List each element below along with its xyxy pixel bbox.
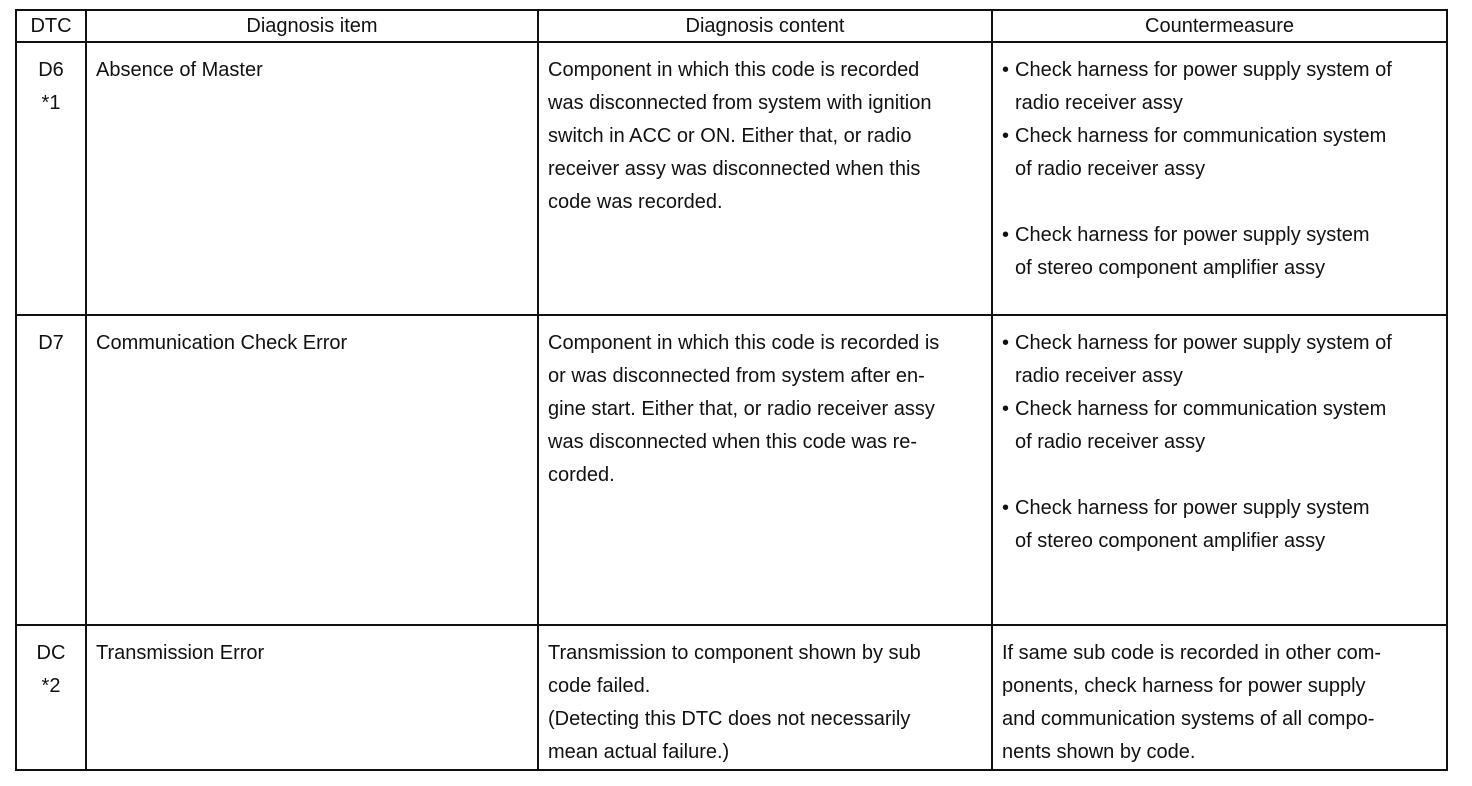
dtc-code-cell bbox=[16, 315, 86, 625]
dtc-table bbox=[15, 9, 1448, 771]
countermeasure-line: of radio receiver assy bbox=[1015, 431, 1206, 453]
countermeasure-bullet bbox=[1002, 120, 1438, 186]
content-line: was disconnected when this code was re- bbox=[548, 431, 918, 453]
spacer bbox=[1002, 186, 1438, 219]
diagnosis-item: Transmission Error bbox=[96, 642, 265, 664]
header-countermeasure: Countermeasure bbox=[992, 10, 1447, 42]
content-line: code was recorded. bbox=[548, 191, 723, 213]
countermeasure-line: radio receiver assy bbox=[1015, 92, 1183, 114]
header-diagnosis-item: Diagnosis item bbox=[86, 10, 538, 42]
diagnosis-content-cell bbox=[538, 625, 992, 770]
header-row bbox=[16, 10, 1447, 42]
diagnosis-item-cell bbox=[86, 625, 538, 770]
content-line: Component in which this code is recorded bbox=[548, 59, 920, 81]
countermeasure-bullet bbox=[1002, 54, 1438, 120]
diagnosis-item-cell bbox=[86, 315, 538, 625]
table-row bbox=[16, 625, 1447, 770]
countermeasure-line: If same sub code is recorded in other com- bbox=[1002, 642, 1382, 664]
dtc-code-cell bbox=[16, 42, 86, 315]
countermeasure-bullet bbox=[1002, 327, 1438, 393]
content-line: code failed. bbox=[548, 675, 651, 697]
countermeasure-line: nents shown by code. bbox=[1002, 741, 1196, 763]
header-dtc: DTC bbox=[16, 10, 86, 42]
content-line: Transmission to component shown by sub bbox=[548, 642, 921, 664]
content-line: mean actual failure.) bbox=[548, 741, 730, 763]
countermeasure-line: • Check harness for communication system bbox=[1015, 125, 1387, 147]
dtc-code-cell bbox=[16, 625, 86, 770]
dtc-code: D7 bbox=[38, 332, 64, 354]
content-line: was disconnected from system with ignition bbox=[548, 92, 932, 114]
countermeasure-line: of radio receiver assy bbox=[1015, 158, 1206, 180]
countermeasure-line: of stereo component amplifier assy bbox=[1015, 530, 1326, 552]
countermeasure-line: • Check harness for power supply system bbox=[1015, 224, 1370, 246]
content-line: or was disconnected from system after en- bbox=[548, 365, 925, 387]
content-line: switch in ACC or ON. Either that, or radio bbox=[548, 125, 912, 147]
content-line: corded. bbox=[548, 464, 615, 486]
countermeasure-cell bbox=[992, 625, 1447, 770]
countermeasure-bullet bbox=[1002, 219, 1438, 285]
diagnosis-content-cell bbox=[538, 315, 992, 625]
dtc-footnote-mark: *1 bbox=[41, 92, 61, 114]
spacer bbox=[1002, 459, 1438, 492]
countermeasure-line: • Check harness for power supply system of bbox=[1015, 59, 1392, 81]
countermeasure-line: • Check harness for power supply system of bbox=[1015, 332, 1392, 354]
countermeasure-line: ponents, check harness for power supply bbox=[1002, 675, 1366, 697]
content-line: (Detecting this DTC does not necessarily bbox=[548, 708, 911, 730]
content-line: receiver assy was disconnected when this bbox=[548, 158, 921, 180]
table-row bbox=[16, 315, 1447, 625]
countermeasure-line: • Check harness for power supply system bbox=[1015, 497, 1370, 519]
table-row bbox=[16, 42, 1447, 315]
header-diagnosis-content: Diagnosis content bbox=[538, 10, 992, 42]
diagnosis-item-cell bbox=[86, 42, 538, 315]
countermeasure-bullet bbox=[1002, 393, 1438, 459]
dtc-code: DC bbox=[36, 642, 66, 664]
dtc-footnote-mark: *2 bbox=[41, 675, 61, 697]
content-line: gine start. Either that, or radio receiver assy bbox=[548, 398, 935, 420]
diagnosis-item: Absence of Master bbox=[96, 59, 263, 81]
countermeasure-cell bbox=[992, 315, 1447, 625]
countermeasure-line: and communication systems of all compo- bbox=[1002, 708, 1375, 730]
dtc-code: D6 bbox=[38, 59, 64, 81]
countermeasure-line: of stereo component amplifier assy bbox=[1015, 257, 1326, 279]
diagnosis-item: Communication Check Error bbox=[96, 332, 348, 354]
diagnosis-content-cell bbox=[538, 42, 992, 315]
content-line: Component in which this code is recorded is bbox=[548, 332, 940, 354]
countermeasure-line: radio receiver assy bbox=[1015, 365, 1183, 387]
countermeasure-line: • Check harness for communication system bbox=[1015, 398, 1387, 420]
countermeasure-bullet bbox=[1002, 492, 1438, 558]
countermeasure-cell bbox=[992, 42, 1447, 315]
